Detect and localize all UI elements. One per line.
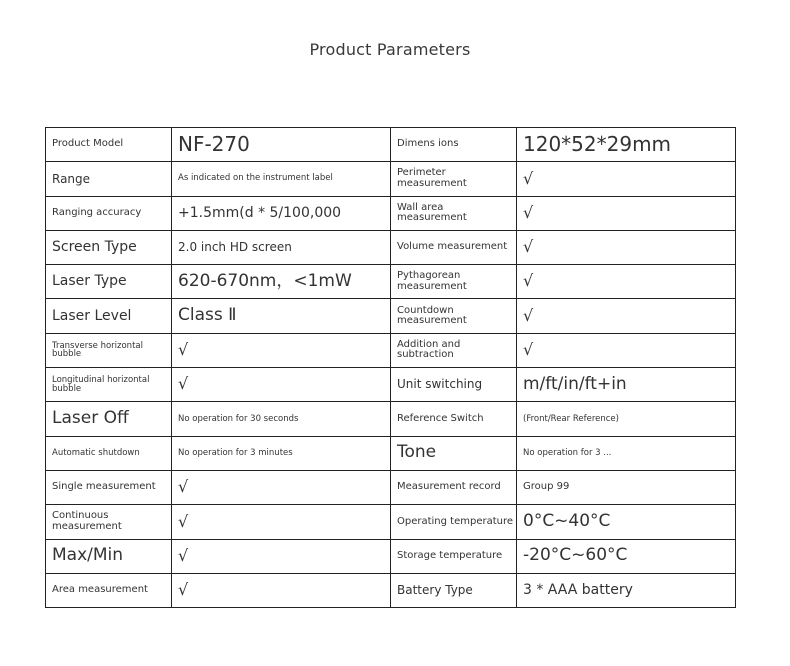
table-row: [46, 333, 736, 367]
param-value: √: [172, 505, 391, 539]
param-label: Addition and subtraction: [391, 333, 517, 367]
table-row: [46, 230, 736, 264]
param-label: Laser Off: [46, 402, 172, 436]
param-label: Screen Type: [46, 230, 172, 264]
param-label: Transverse horizontal bubble: [46, 333, 172, 367]
param-label: Reference Switch: [391, 402, 517, 436]
param-value: -20°C~60°C: [517, 539, 736, 573]
param-label: Measurement record: [391, 470, 517, 504]
table-row: [46, 539, 736, 573]
param-label: Wall area measurement: [391, 196, 517, 230]
param-label: Max/Min: [46, 539, 172, 573]
param-value: √: [517, 162, 736, 196]
param-value: √: [517, 196, 736, 230]
param-value: 2.0 inch HD screen: [172, 230, 391, 264]
table-row: [46, 402, 736, 436]
table-row: [46, 470, 736, 504]
param-value: √: [172, 368, 391, 402]
table-row: [46, 128, 736, 162]
param-label: Operating temperature: [391, 505, 517, 539]
param-value: NF-270: [172, 128, 391, 162]
param-label: Range: [46, 162, 172, 196]
param-value: 0°C~40°C: [517, 505, 736, 539]
param-value: √: [517, 230, 736, 264]
param-label: Automatic shutdown: [46, 436, 172, 470]
table-row: [46, 196, 736, 230]
param-label: Area measurement: [46, 573, 172, 607]
param-value: Class Ⅱ: [172, 299, 391, 333]
param-label: Volume measurement: [391, 230, 517, 264]
table-row: [46, 265, 736, 299]
param-value: √: [517, 265, 736, 299]
param-label: Tone: [391, 436, 517, 470]
param-value: Group 99: [517, 470, 736, 504]
param-value: As indicated on the instrument label: [172, 162, 391, 196]
table-row: [46, 436, 736, 470]
parameters-table: [45, 127, 736, 608]
param-value: √: [172, 539, 391, 573]
page-title: Product Parameters: [309, 40, 471, 59]
param-label: Longitudinal horizontal bubble: [46, 368, 172, 402]
param-value: 3 * AAA battery: [517, 573, 736, 607]
param-label: Pythagorean measurement: [391, 265, 517, 299]
param-value: √: [172, 573, 391, 607]
param-value: 620-670nm，<1mW: [172, 265, 391, 299]
param-value: √: [172, 333, 391, 367]
param-label: Perimeter measurement: [391, 162, 517, 196]
param-label: Laser Type: [46, 265, 172, 299]
param-value: √: [517, 333, 736, 367]
param-label: Storage temperature: [391, 539, 517, 573]
param-label: Countdown measurement: [391, 299, 517, 333]
param-value: √: [172, 470, 391, 504]
param-label: Battery Type: [391, 573, 517, 607]
param-label: Dimens ions: [391, 128, 517, 162]
table-row: [46, 299, 736, 333]
param-label: Continuous measurement: [46, 505, 172, 539]
param-value: +1.5mm(d * 5/100,000: [172, 196, 391, 230]
param-value: No operation for 30 seconds: [172, 402, 391, 436]
table-row: [46, 368, 736, 402]
param-value: m/ft/in/ft+in: [517, 368, 736, 402]
table-row: [46, 573, 736, 607]
param-value: No operation for 3 ...: [517, 436, 736, 470]
param-value: (Front/Rear Reference): [517, 402, 736, 436]
param-value: 120*52*29mm: [517, 128, 736, 162]
table-row: [46, 505, 736, 539]
table-row: [46, 162, 736, 196]
param-label: Product Model: [46, 128, 172, 162]
param-label: Unit switching: [391, 368, 517, 402]
param-label: Single measurement: [46, 470, 172, 504]
param-label: Laser Level: [46, 299, 172, 333]
param-value: √: [517, 299, 736, 333]
param-label: Ranging accuracy: [46, 196, 172, 230]
param-value: No operation for 3 minutes: [172, 436, 391, 470]
